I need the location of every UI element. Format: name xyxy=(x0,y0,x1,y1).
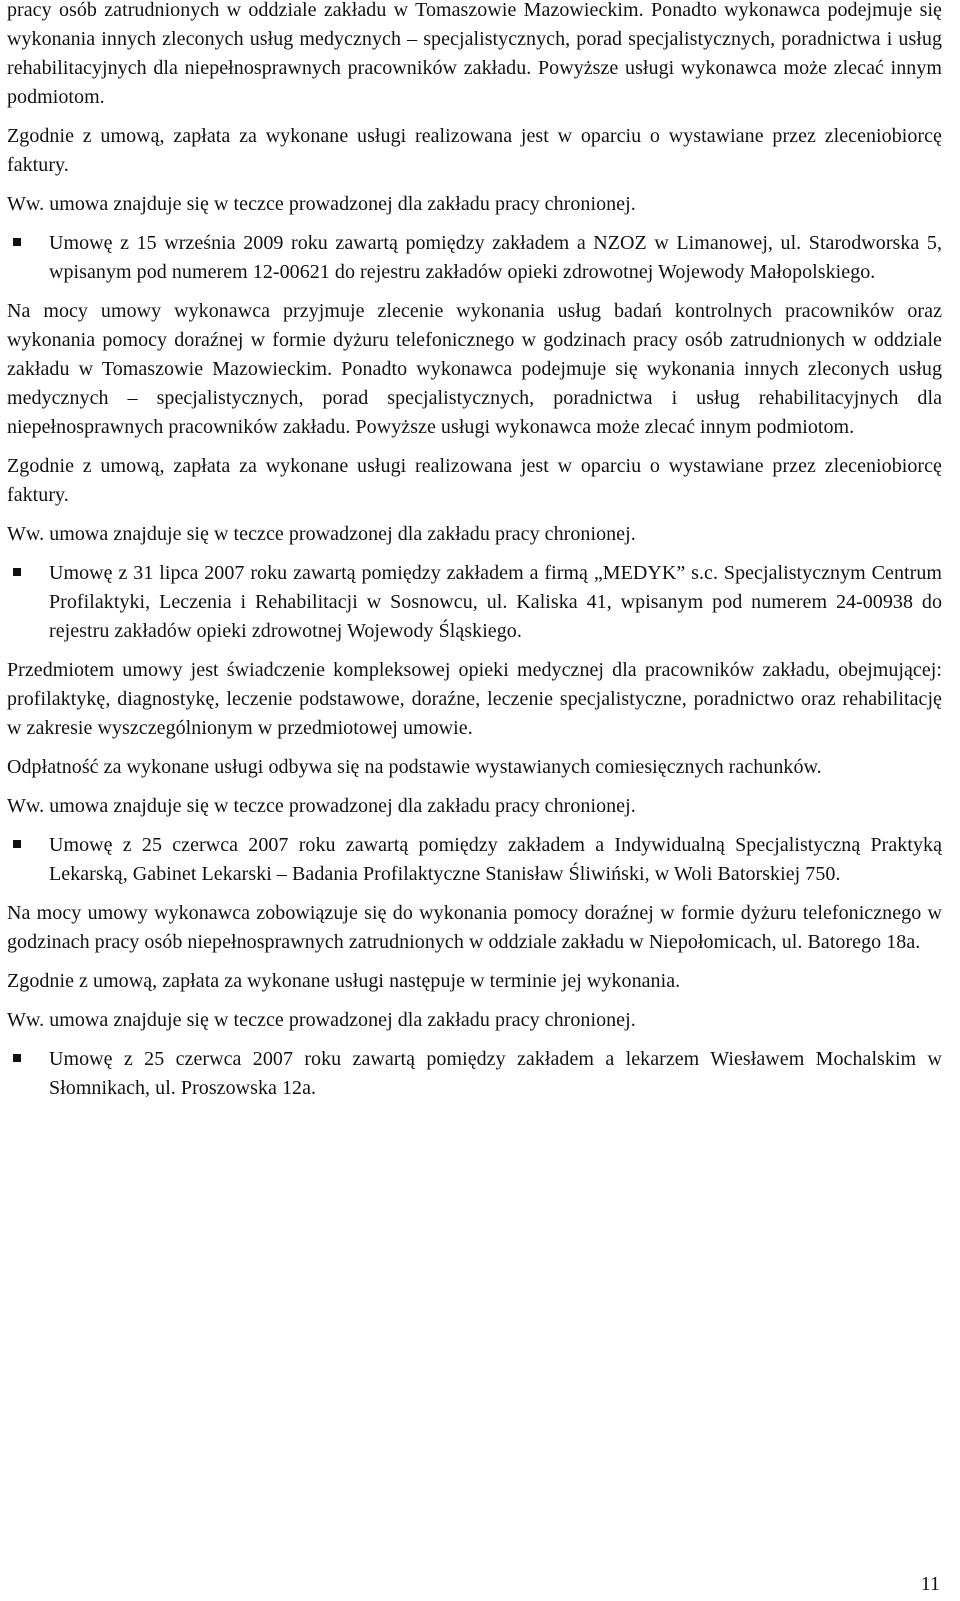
list-item-text: Umowę z 25 czerwca 2007 roku zawartą pomiędzy zakładem a lekarzem Wiesławem Mochalskim w Słomnikach, ul. Proszowska 12a. xyxy=(49,1048,942,1099)
paragraph: pracy osób zatrudnionych w oddziale zakładu w Tomaszowie Mazowieckim. Ponadto wykonawca podejmuje się wykonania innych zleconych usług medycznych – specjalistycznych, porad specjalistycznych, poradnictwa i usług rehabilitacyjnych dla niepełnosprawnych pracowników zakładu. Powyższe usługi wykonawca może zlecać innym podmiotom. xyxy=(7,0,942,108)
list-item-text: Umowę z 31 lipca 2007 roku zawartą pomiędzy zakładem a firmą „MEDYK” s.c. Specjalistycznym Centrum Profilaktyki, Leczenia i Rehabilitacji w Sosnowcu, ul. Kaliska 41, wpisanym pod numerem 24-00938 do rejestru zakładów opieki zdrowotnej Wojewody Śląskiego. xyxy=(49,562,942,642)
paragraph: Przedmiotem umowy jest świadczenie kompleksowej opieki medycznej dla pracowników zakładu, obejmującej: profilaktykę, diagnostykę, leczenie podstawowe, doraźne, leczenie specjalistyczne, poradnictwo oraz rehabilitację w zakresie wyszczególnionym w przedmiotowej umowie. xyxy=(7,659,942,739)
paragraph: Na mocy umowy wykonawca przyjmuje zlecenie wykonania usług badań kontrolnych pracowników oraz wykonania pomocy doraźnej w formie dyżuru telefonicznego w godzinach pracy osób zatrudnionych w oddziale zakładu w Tomaszowie Mazowieckim. Ponadto wykonawca podejmuje się wykonania innych zleconych usług medycznych – specjalistycznych, porad specjalistycznych, poradnictwa i usług rehabilitacyjnych dla niepełnosprawnych pracowników zakładu. Powyższe usługi wykonawca może zlecać innym podmiotom. xyxy=(7,300,942,438)
document-body xyxy=(7,0,942,1113)
paragraph: Odpłatność za wykonane usługi odbywa się na podstawie wystawianych comiesięcznych rachunków. xyxy=(7,756,822,778)
list-item-text: Umowę z 15 września 2009 roku zawartą pomiędzy zakładem a NZOZ w Limanowej, ul. Starodworska 5, wpisanym pod numerem 12-00621 do rejestru zakładów opieki zdrowotnej Wojewody Małopolskiego. xyxy=(49,232,942,283)
paragraph: Ww. umowa znajduje się w teczce prowadzonej dla zakładu pracy chronionej. xyxy=(7,193,636,215)
paragraph: Ww. umowa znajduje się w teczce prowadzonej dla zakładu pracy chronionej. xyxy=(7,1009,636,1031)
paragraph: Ww. umowa znajduje się w teczce prowadzonej dla zakładu pracy chronionej. xyxy=(7,795,636,817)
list-item xyxy=(7,1045,942,1103)
paragraph: Zgodnie z umową, zapłata za wykonane usługi realizowana jest w oparciu o wystawiane przez zleceniobiorcę faktury. xyxy=(7,455,942,506)
page-number: 11 xyxy=(920,1573,940,1595)
list-item-text: Umowę z 25 czerwca 2007 roku zawartą pomiędzy zakładem a Indywidualną Specjalistyczną Praktyką Lekarską, Gabinet Lekarski – Badania Profilaktyczne Stanisław Śliwiński, w Woli Batorskiej 750. xyxy=(49,834,942,885)
list-item xyxy=(7,831,942,889)
square-bullet-icon xyxy=(13,1054,21,1062)
square-bullet-icon xyxy=(13,568,21,576)
paragraph: Ww. umowa znajduje się w teczce prowadzonej dla zakładu pracy chronionej. xyxy=(7,523,636,545)
paragraph: Zgodnie z umową, zapłata za wykonane usługi realizowana jest w oparciu o wystawiane przez zleceniobiorcę faktury. xyxy=(7,125,942,176)
square-bullet-icon xyxy=(13,238,21,246)
paragraph: Na mocy umowy wykonawca zobowiązuje się do wykonania pomocy doraźnej w formie dyżuru telefonicznego w godzinach pracy osób niepełnosprawnych zatrudnionych w oddziale zakładu w Niepołomicach, ul. Batorego 18a. xyxy=(7,902,942,953)
paragraph: Zgodnie z umową, zapłata za wykonane usługi następuje w terminie jej wykonania. xyxy=(7,970,681,992)
square-bullet-icon xyxy=(13,840,21,848)
list-item xyxy=(7,559,942,646)
list-item xyxy=(7,229,942,287)
